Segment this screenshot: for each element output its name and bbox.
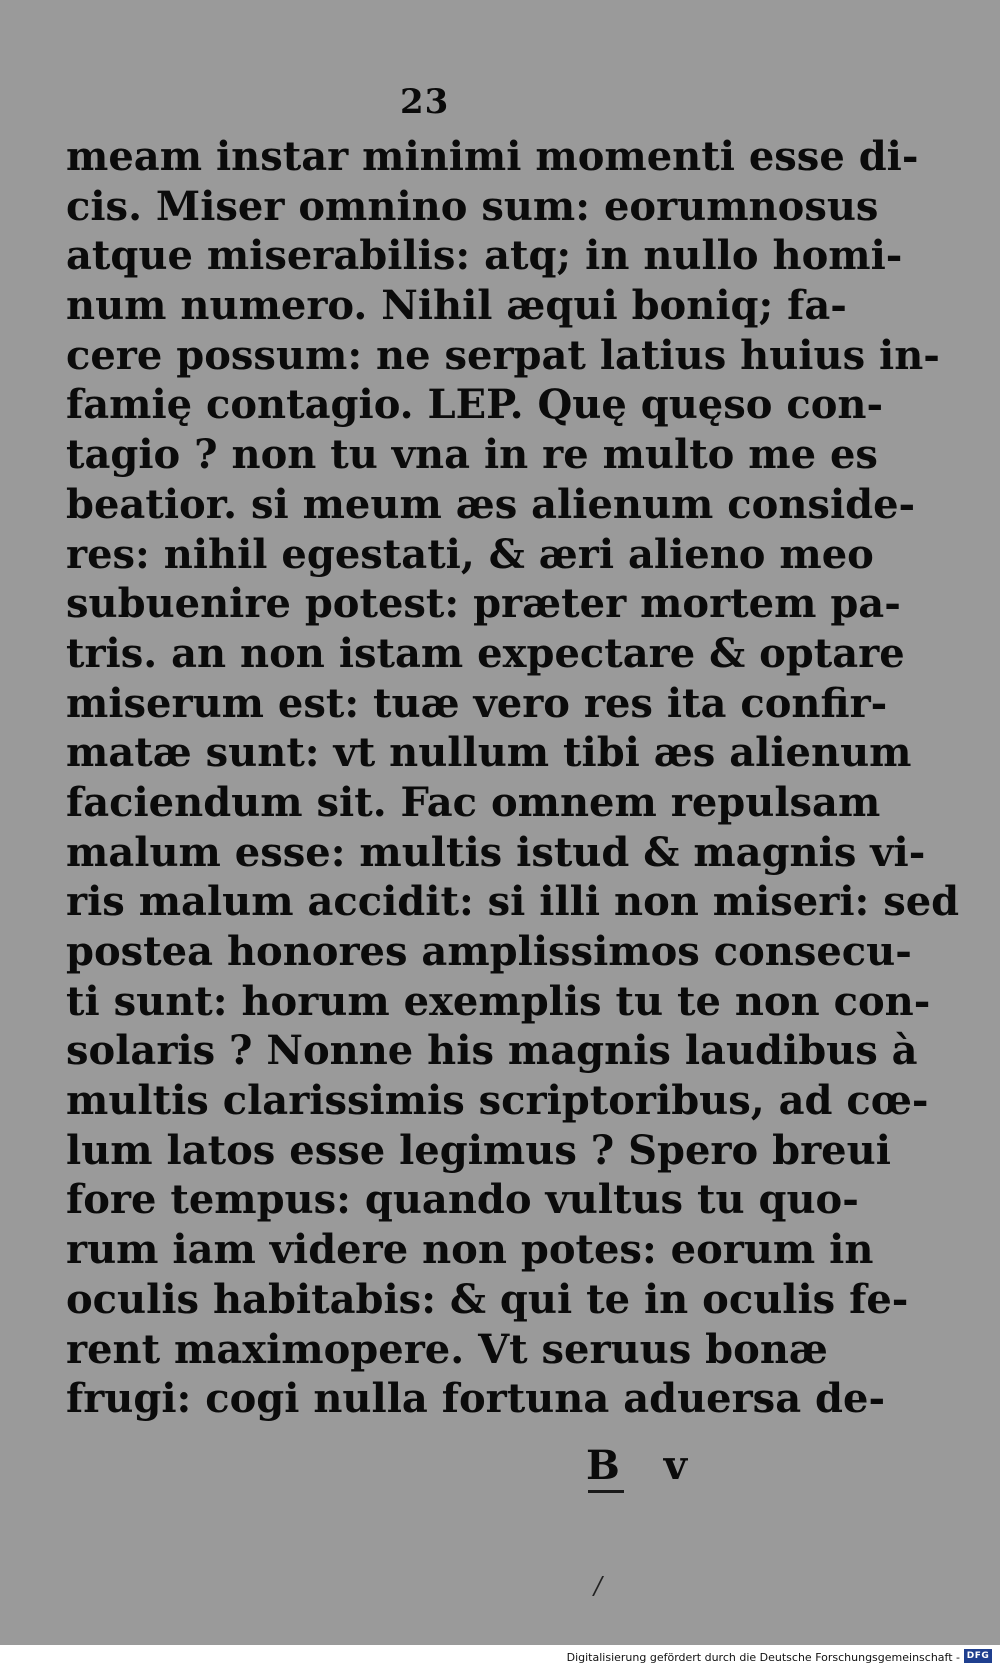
text-line: ti sunt: horum exemplis tu te non con- (66, 977, 931, 1025)
footer-credit: Digitalisierung gefördert durch die Deutsche Forschungsgemeinschaft - (566, 1651, 960, 1664)
text-line: ris malum accidit: si illi non miseri: sed (66, 878, 960, 926)
text-line: rent maximopere. Vt seruus bonæ (66, 1325, 828, 1373)
text-line: matæ sunt: vt nullum tibi æs alienum (66, 729, 912, 777)
text-line: frugi: cogi nulla fortuna aduersa de- (66, 1375, 886, 1423)
page-number: 23 (400, 82, 450, 122)
text-line: famię contagio. LEP. Quę quęso con- (66, 381, 884, 429)
text-line: multis clarissimis scriptoribus, ad cœ- (66, 1077, 929, 1125)
text-line: oculis habitabis: & qui te in oculis fe- (66, 1275, 909, 1323)
text-line: num numero. Nihil æqui boniq; fa- (66, 282, 847, 330)
signature-underline (588, 1490, 624, 1493)
text-line: cis. Miser omnino sum: eorumnosus (66, 182, 879, 230)
text-line: fore tempus: quando vultus tu quo- (66, 1176, 859, 1224)
dfg-logo-icon: DFG (964, 1649, 992, 1663)
text-line: lum latos esse legimus ? Spero breui (66, 1126, 891, 1174)
text-line: rum iam videre non potes: eorum in (66, 1226, 874, 1274)
text-line: subuenire potest: præter mortem pa- (66, 580, 901, 628)
stray-mark: / (594, 1572, 603, 1600)
footer-bar (0, 1645, 1000, 1667)
text-line: res: nihil egestati, & æri alieno meo (66, 530, 874, 578)
text-block (66, 132, 960, 1424)
text-line: miserum est: tuæ vero res ita confir- (66, 679, 888, 727)
text-line: beatior. si meum æs alienum conside- (66, 480, 916, 528)
text-line: solaris ? Nonne his magnis laudibus à (66, 1027, 918, 1075)
text-line: atque miserabilis: atq; in nullo homi- (66, 232, 903, 280)
text-line: cere possum: ne serpat latius huius in- (66, 331, 940, 379)
text-line: tris. an non istam expectare & optare (66, 629, 905, 677)
text-line: tagio ? non tu vna in re multo me es (66, 431, 878, 479)
signature-mark: B v (586, 1442, 687, 1489)
text-line: meam instar minimi momenti esse di- (66, 133, 919, 180)
text-line: faciendum sit. Fac omnem repulsam (66, 778, 881, 826)
text-line: malum esse: multis istud & magnis vi- (66, 828, 926, 876)
text-line: postea honores amplissimos consecu- (66, 928, 912, 975)
